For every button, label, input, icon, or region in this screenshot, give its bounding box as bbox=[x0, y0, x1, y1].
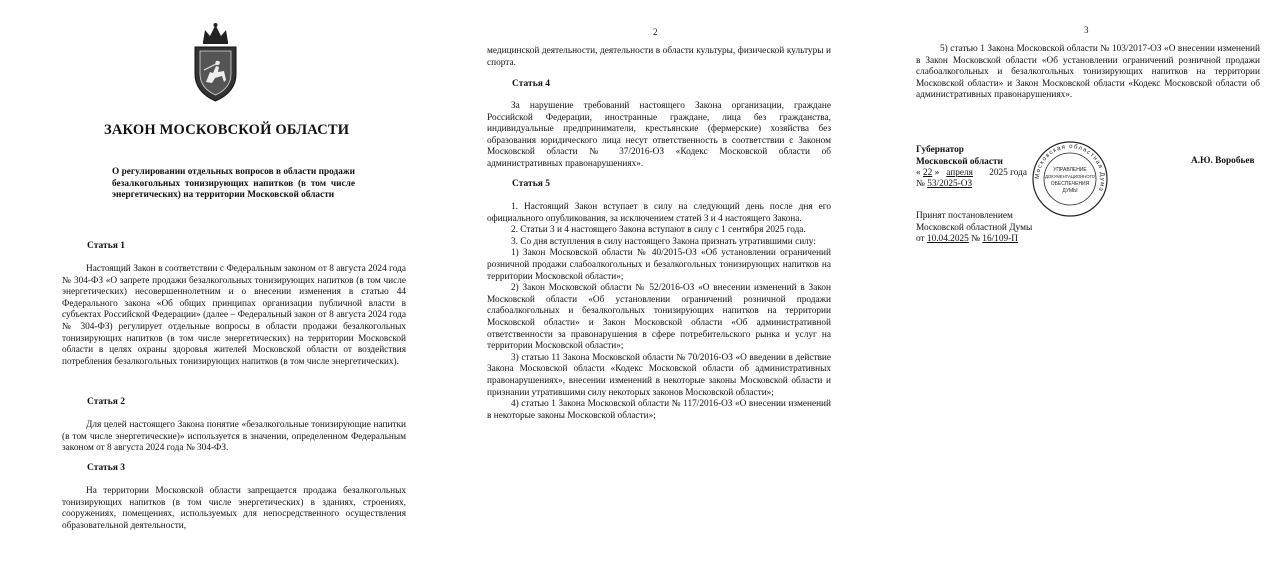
article-2-text: Для целей настоящего Закона понятие «безалкогольные тонизирующие напитки (в том числе энергетические)» используется в значении, определенном Федеральным законом от 8 августа 2024 года № 304-ФЗ. bbox=[62, 420, 406, 454]
adopted-line-1: Принят постановлением bbox=[916, 211, 1013, 221]
article-5-paragraph-1: 1. Настоящий Закон вступает в силу на следующий день после дня его официального опубликования, за исключением статей 3 и 4 настоящего Закона. bbox=[487, 202, 831, 224]
moscow-oblast-coat-of-arms-icon bbox=[191, 22, 240, 104]
law-number bbox=[916, 179, 972, 191]
law-number-value: 53/2025-ОЗ bbox=[927, 179, 973, 189]
stamp-center-line-2: ДОКУМЕНТАЦИОННОГО bbox=[1045, 174, 1095, 179]
official-seal-stamp bbox=[1031, 140, 1109, 218]
article-5-heading: Статья 5 bbox=[512, 179, 550, 189]
stamp-center-line-3: ОБЕСПЕЧЕНИЯ bbox=[1050, 181, 1090, 187]
date-month: апреля bbox=[946, 168, 973, 178]
governor-title-line-1: Губернатор bbox=[916, 145, 964, 155]
article-5-item-1: 1) Закон Московской области № 40/2015-ОЗ «Об установлении ограничений розничной продажи слабоалкогольных и безалкогольных тонизирующих напитков на территории Московской области»; bbox=[487, 248, 831, 282]
article-4-heading: Статья 4 bbox=[512, 79, 550, 89]
article-5-paragraph-3: 3. Со дня вступления в силу настоящего Закона признать утратившими силу: bbox=[511, 236, 816, 247]
article-5-item-2: 2) Закон Московской области № 52/2016-ОЗ «О внесении изменений в Закон Московской области «Об установлении ограничений розничной продажи слабоалкогольных и безалкогольных тонизирующих напитков на территории Московской области» и Закон Московской области «Об административной ответственности за правонарушения в сфере потребительского рынка и услуг на территории Московской области»; bbox=[487, 283, 831, 352]
article-5-item-5-text: 5) статью 1 Закона Московской области № 103/2017-ОЗ «О внесении изменений в Закон Московской области «Об установлении ограничений розничной продажи слабоалкогольных и безалкогольных тонизирующих напитков на территории Московской области» и Закон Московской области «Кодекс Московской области об административных правонарушениях». bbox=[916, 44, 1260, 101]
article-3-text: На территории Московской области запрещается продажа безалкогольных тонизирующих напитков (в том числе энергетических) в зданиях, строениях, сооружениях, помещениях, используемых для непосредственного осуществления образовательной деятельности, bbox=[62, 486, 406, 531]
document-title: ЗАКОН МОСКОВСКОЙ ОБЛАСТИ bbox=[104, 122, 350, 138]
article-5-item-3: 3) статью 11 Закона Московской области № 70/2016-ОЗ «О введении в действие Закона Московской области «Кодекс Московской области об административных правонарушениях», внесении изменений в некоторые законы Московской области и признании утратившими силу некоторых законов Московской области»; bbox=[487, 352, 831, 398]
article-4-body bbox=[487, 101, 831, 171]
page-number: 2 bbox=[653, 27, 658, 37]
adopted-line-3 bbox=[916, 234, 1032, 246]
article-1-heading: Статья 1 bbox=[87, 241, 125, 251]
stamp-center-line-1: УПРАВЛЕНИЕ bbox=[1053, 167, 1087, 173]
date-open-quote: « bbox=[916, 168, 921, 178]
date-close-quote: » bbox=[934, 168, 940, 178]
article-5-body bbox=[487, 202, 831, 422]
governor-title-line-2: Московской области bbox=[916, 156, 1003, 167]
page-number: 3 bbox=[1084, 25, 1089, 35]
adopted-number: 16/109-П bbox=[982, 234, 1018, 245]
document-page-1 bbox=[0, 0, 427, 578]
article-1-text: Настоящий Закон в соответствии с Федеральным законом от 8 августа 2024 года № 304-ФЗ «О запрете продажи безалкогольных тонизирующих напитков (в том числе энергетических) несовершеннолетним и о внесении изменения в статью 44 Федерального закона «Об общих принципах организации публичной власти в субъектах Российской Федерации» (далее – Федеральный закон от 8 августа 2024 года № 304-ФЗ) регулирует отдельные вопросы в области продажи безалкогольных тонизирующих напитков (в том числе энергетических) на территории Московской области в целях охраны здоровья жителей Московской области от воздействия потребления безалкогольных тонизирующих напитков (в том числе энергетических). bbox=[62, 264, 406, 367]
article-1-body bbox=[62, 264, 406, 368]
adopted-line-2: Московской областной Думы bbox=[916, 222, 1033, 233]
article-5-item-5 bbox=[916, 44, 1260, 102]
article-5-item-4: 4) статью 1 Закона Московской области № 117/2016-ОЗ «О внесении изменений в некоторые законы Московской области»; bbox=[487, 399, 831, 421]
law-number-prefix: № bbox=[916, 179, 925, 189]
adopted-number-prefix: № bbox=[971, 234, 980, 245]
stamp-ring-text: Московская областная Дума bbox=[1034, 143, 1106, 193]
adoption-info bbox=[916, 211, 1032, 246]
signing-date bbox=[916, 168, 1027, 180]
document-page-3 bbox=[853, 0, 1280, 578]
document-subtitle: О регулировании отдельных вопросов в области продажи безалкогольных тонизирующих напитков (в том числе энергетических) на территории Московской области bbox=[112, 167, 355, 201]
stamp-center-line-4: ДУМЫ bbox=[1062, 188, 1078, 194]
adopted-date: 10.04.2025 bbox=[926, 234, 969, 245]
article-3-heading: Статья 3 bbox=[87, 463, 125, 473]
article-3-body bbox=[62, 486, 406, 532]
adopted-from: от bbox=[916, 234, 925, 245]
date-year: 2025 года bbox=[989, 168, 1027, 178]
article-5-paragraph-2: 2. Статьи 3 и 4 настоящего Закона вступают в силу с 1 сентября 2025 года. bbox=[511, 225, 806, 236]
article-2-body bbox=[62, 420, 406, 455]
document-page-2 bbox=[427, 0, 853, 578]
article-2-heading: Статья 2 bbox=[87, 397, 125, 407]
article-4-text: За нарушение требований настоящего Закона организации, граждане Российской Федерации, иностранные граждане, лица без гражданства, индивидуальные предприниматели, крестьянские (фермерские) хозяйства без образования юридического лица несут ответственность в соответствии с Законом Московской области № 37/2016-ОЗ «Кодекс Московской области об административных правонарушениях». bbox=[487, 101, 831, 169]
date-day: 22 bbox=[922, 168, 933, 178]
governor-title bbox=[916, 145, 1003, 168]
continuation-text: медицинской деятельности, деятельности в области культуры, физической культуры и спорта. bbox=[487, 46, 831, 68]
governor-name: А.Ю. Воробьев bbox=[1191, 156, 1255, 166]
